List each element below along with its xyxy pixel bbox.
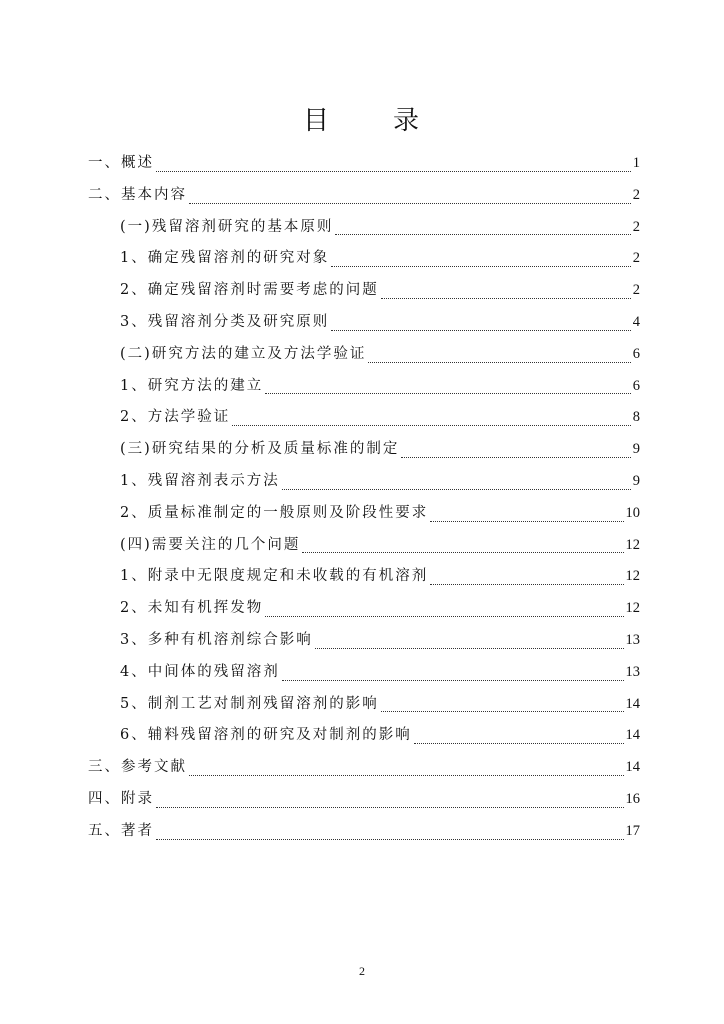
toc-entry-label: 四、附录 [88, 790, 154, 807]
toc-entry[interactable] [88, 246, 640, 278]
toc-entry-page-number: 12 [625, 600, 640, 617]
toc-entry-page-number: 2 [632, 282, 640, 299]
toc-entry-page-number: 12 [625, 568, 640, 585]
toc-entry-page-number: 9 [632, 441, 640, 458]
page-number: 2 [359, 964, 365, 978]
toc-dot-leader [331, 329, 631, 331]
toc-entry-label: 2、方法学验证 [120, 409, 231, 426]
toc-entry[interactable] [88, 342, 640, 374]
title-part-2: 录 [393, 106, 422, 136]
toc-entry[interactable] [88, 819, 640, 851]
toc-dot-leader [189, 774, 624, 776]
toc-entry-page-number: 13 [625, 663, 640, 680]
toc-dot-leader [282, 679, 624, 681]
toc-entry[interactable] [88, 660, 640, 692]
toc-entry-page-number: 16 [625, 790, 640, 807]
toc-dot-leader [315, 647, 624, 649]
toc-dot-leader [156, 806, 624, 808]
toc-entry-page-number: 12 [625, 536, 640, 553]
toc-dot-leader [282, 488, 631, 490]
toc-dot-leader [156, 170, 631, 172]
toc-dot-leader [156, 838, 624, 840]
toc-dot-leader [381, 297, 631, 299]
toc-entry-label: 2、质量标准制定的一般原则及阶段性要求 [120, 504, 429, 521]
toc-entry-label: 1、研究方法的建立 [120, 377, 264, 394]
toc-entry[interactable] [88, 469, 640, 501]
toc-entry-label: 二、基本内容 [88, 186, 187, 203]
toc-entry-label: 6、辅料残留溶剂的研究及对制剂的影响 [120, 727, 412, 744]
toc-entry-label: 3、多种有机溶剂综合影响 [120, 631, 313, 648]
toc-dot-leader [331, 265, 631, 267]
toc-entry-label: 五、著者 [88, 822, 154, 839]
toc-entry-label: (二)研究方法的建立及方法学验证 [120, 345, 367, 362]
toc-dot-leader [430, 520, 623, 522]
toc-entry[interactable] [88, 787, 640, 819]
toc-entry-page-number: 14 [625, 727, 640, 744]
toc-entry-label: 2、未知有机挥发物 [120, 600, 264, 617]
toc-entry-page-number: 9 [632, 472, 640, 489]
toc-entry[interactable] [88, 723, 640, 755]
toc-entry[interactable] [88, 533, 640, 565]
toc-entry-label: 1、附录中无限度规定和未收载的有机溶剂 [120, 568, 429, 585]
toc-entry-page-number: 2 [632, 218, 640, 235]
toc-entry-page-number: 1 [632, 155, 640, 171]
toc-entry[interactable] [88, 151, 640, 183]
toc-entry[interactable] [88, 564, 640, 596]
toc-entry-page-number: 17 [625, 822, 640, 839]
toc-entry-label: (三)研究结果的分析及质量标准的制定 [120, 441, 400, 458]
toc-entry-label: 2、确定残留溶剂时需要考虑的问题 [120, 282, 379, 299]
toc-entry[interactable] [88, 278, 640, 310]
toc-entry-page-number: 10 [625, 504, 640, 521]
toc-entry[interactable] [88, 310, 640, 342]
toc-entry[interactable] [88, 437, 640, 469]
toc-entry-label: (一)残留溶剂研究的基本原则 [120, 218, 334, 235]
toc-entry[interactable] [88, 596, 640, 628]
toc-entry-label: 1、残留溶剂表示方法 [120, 472, 280, 489]
toc-dot-leader [368, 361, 630, 363]
toc-entry-page-number: 2 [632, 250, 640, 267]
toc-entry-page-number: 14 [625, 759, 640, 776]
toc-entry-label: 一、概述 [88, 155, 154, 171]
table-of-contents [88, 151, 640, 851]
toc-entry-label: 三、参考文献 [88, 759, 187, 776]
toc-dot-leader [189, 202, 631, 204]
toc-entry[interactable] [88, 215, 640, 247]
toc-entry-label: 4、中间体的残留溶剂 [120, 663, 280, 680]
toc-entry-label: 5、制剂工艺对制剂残留溶剂的影响 [120, 695, 379, 712]
toc-entry[interactable] [88, 755, 640, 787]
toc-entry[interactable] [88, 374, 640, 406]
toc-dot-leader [401, 456, 630, 458]
toc-entry[interactable] [88, 692, 640, 724]
toc-dot-leader [430, 583, 623, 585]
toc-entry-page-number: 14 [625, 695, 640, 712]
toc-entry-label: 3、残留溶剂分类及研究原则 [120, 313, 330, 330]
toc-entry-label: (四)需要关注的几个问题 [120, 536, 301, 553]
toc-dot-leader [381, 710, 624, 712]
toc-entry-page-number: 6 [632, 377, 640, 394]
toc-entry-page-number: 13 [625, 631, 640, 648]
toc-entry-page-number: 6 [632, 345, 640, 362]
toc-dot-leader [265, 615, 623, 617]
toc-entry-label: 1、确定残留溶剂的研究对象 [120, 250, 330, 267]
toc-dot-leader [265, 392, 631, 394]
toc-entry[interactable] [88, 405, 640, 437]
toc-dot-leader [335, 233, 630, 235]
toc-entry[interactable] [88, 501, 640, 533]
toc-dot-leader [414, 742, 624, 744]
toc-entry[interactable] [88, 628, 640, 660]
toc-dot-leader [302, 551, 623, 553]
title-part-1: 目 [302, 106, 331, 136]
toc-entry-page-number: 4 [632, 313, 640, 330]
toc-entry-page-number: 8 [632, 409, 640, 426]
toc-dot-leader [232, 424, 631, 426]
page-title [0, 100, 724, 137]
toc-entry-page-number: 2 [632, 186, 640, 203]
toc-entry[interactable] [88, 183, 640, 215]
